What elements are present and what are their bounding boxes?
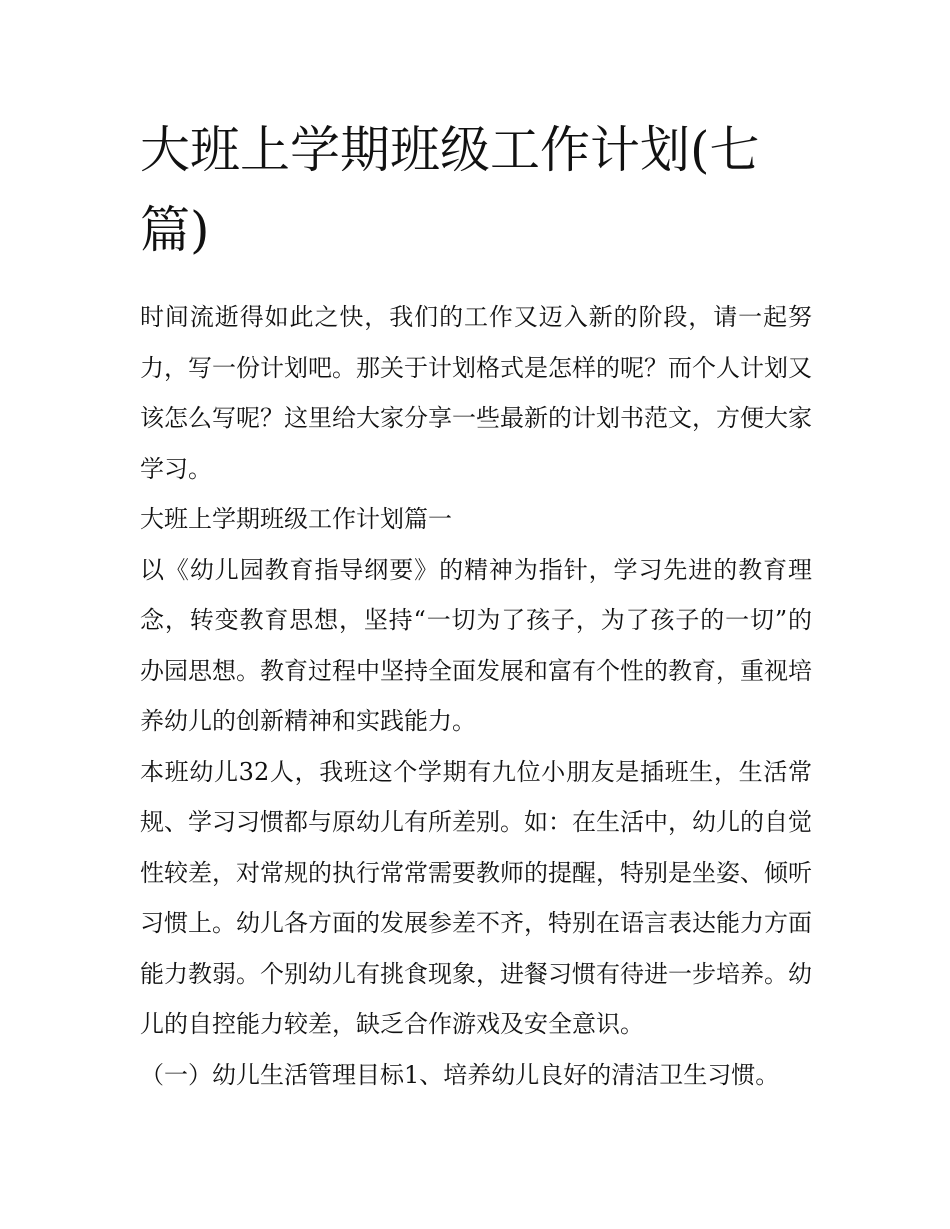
section-heading: 大班上学期班级工作计划篇一 [140,505,452,533]
guiding-paragraph: 以《幼儿园教育指导纲要》的精神为指针，学习先进的教育理念，转变教育思想，坚持“一切为了孩子，为了孩子的一切”的办园思想。教育过程中坚持全面发展和富有个性的教育，重视培养幼儿的创新精神和实践能力。 [140,555,812,735]
document-title: 大班上学期班级工作计划(七篇) [140,121,760,259]
document-page [140,110,812,1100]
goal-paragraph: （一）幼儿生活管理目标1、培养幼儿良好的清洁卫生习惯。 [140,1060,780,1089]
document-body [140,292,812,1100]
intro-paragraph: 时间流逝得如此之快，我们的工作又迈入新的阶段，请一起努力，写一份计划吧。那关于计划格式是怎样的呢？而个人计划又该怎么写呢？这里给大家分享一些最新的计划书范文，方便大家学习。 [140,303,812,483]
class-analysis-paragraph: 本班幼儿32人，我班这个学期有九位小朋友是插班生，生活常规、学习习惯都与原幼儿有所差别。如：在生活中，幼儿的自觉性较差，对常规的执行常常需要教师的提醒，特别是坐姿、倾听习惯上。幼儿各方面的发展参差不齐，特别在语言表达能力方面能力教弱。个别幼儿有挑食现象，进餐习惯有待进一步培养。幼儿的自控能力较差，缺乏合作游戏及安全意识。 [140,757,812,1038]
